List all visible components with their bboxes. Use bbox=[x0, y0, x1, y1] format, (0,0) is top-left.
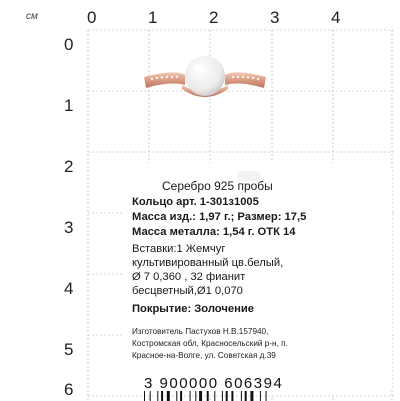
left-ruler-6: 6 bbox=[64, 380, 74, 399]
barcode-number: 3 900000 606394 bbox=[144, 375, 284, 392]
left-ruler-4: 4 bbox=[64, 279, 74, 298]
top-ruler-4: 4 bbox=[331, 8, 341, 27]
tag-article: Кольцо арт. 1-301з1005 bbox=[132, 196, 259, 208]
tag-maker-line: Красное-на-Волге, ул. Советская д.39 bbox=[132, 351, 276, 360]
tag-title: Серебро 925 пробы bbox=[162, 179, 273, 193]
top-ruler-0: 0 bbox=[87, 8, 97, 27]
price-tag bbox=[122, 163, 392, 395]
tag-coating: Покрытие: Золочение bbox=[132, 303, 254, 315]
left-ruler-1: 1 bbox=[64, 96, 74, 115]
tag-inserts-line: бесцветный,Ø1 0,070 bbox=[132, 285, 243, 297]
top-ruler-1: 1 bbox=[148, 8, 158, 27]
tag-maker-line: Костромская обл, Красносельский р-н, п. bbox=[132, 339, 288, 348]
top-ruler-3: 3 bbox=[270, 8, 280, 27]
tag-metal-weight: Масса металла: 1,54 г. ОТК 14 bbox=[132, 226, 296, 238]
left-ruler-3: 3 bbox=[64, 218, 74, 237]
tag-maker-line: Изготовитель Пастухов Н.В.157940, bbox=[132, 327, 269, 336]
left-ruler-2: 2 bbox=[64, 157, 74, 176]
tag-weight: Масса изд.: 1,97 г.; Размер: 17,5 bbox=[132, 211, 307, 223]
tag-inserts-line: Ø 7 0,360 , 32 фианит bbox=[132, 271, 246, 283]
tag-inserts-line: Вставки:1 Жемчуг bbox=[132, 243, 226, 255]
pearl-ring-image bbox=[140, 55, 270, 110]
unit-label: см bbox=[26, 11, 38, 22]
top-ruler-2: 2 bbox=[209, 8, 219, 27]
tag-inserts-line: культивированный цв.белый, bbox=[132, 257, 284, 269]
left-ruler-0: 0 bbox=[64, 35, 74, 54]
left-ruler-5: 5 bbox=[64, 340, 74, 359]
